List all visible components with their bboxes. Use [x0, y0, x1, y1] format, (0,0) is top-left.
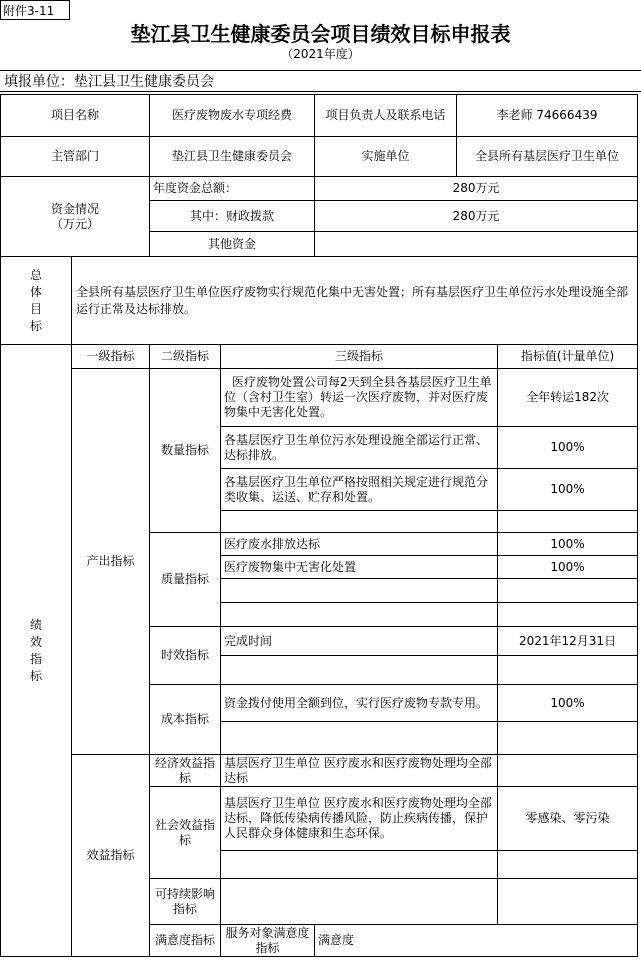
quantity-label: 数量指标 [150, 369, 221, 533]
cost-label: 成本指标 [150, 685, 221, 755]
performance-table [0, 94, 638, 957]
funds-fiscal-label: 其中：财政拨款 [150, 201, 315, 232]
reporting-unit: 填报单位：垫江县卫生健康委员会 [0, 70, 641, 92]
indicator-text [221, 851, 498, 879]
project-name-value: 医疗废物废水专项经费 [150, 95, 315, 137]
header-value: 指标值(计量单位) [498, 345, 638, 369]
indicator-value [498, 656, 638, 685]
funds-fiscal-value: 280万元 [315, 201, 638, 232]
header-level3: 三级指标 [221, 345, 498, 369]
indicator-value [498, 879, 638, 925]
indicator-text: 满意度 [315, 925, 638, 957]
indicator-text: 医疗废水排放达标 [221, 533, 498, 556]
table-row [1, 177, 638, 201]
impl-value: 全县所有基层医疗卫生单位 [457, 137, 638, 177]
project-name-label: 项目名称 [1, 95, 150, 137]
sustain-label: 可持续影响指标 [150, 879, 221, 925]
satisfaction-l2-label: 服务对象满意度指标 [221, 925, 315, 957]
indicator-text: 基层医疗卫生单位 医疗废水和医疗废物处理均全部达标 [221, 755, 498, 787]
perf-label: 绩效指标 [1, 345, 72, 957]
funds-total-label: 年度资金总额： [150, 177, 315, 201]
indicator-text: 各基层医疗卫生单位污水处理设施全部运行正常、达标排放。 [221, 427, 498, 469]
indicator-text [221, 722, 498, 755]
goal-text: 全县所有基层医疗卫生单位医疗废物实行规范化集中无害处置；所有基层医疗卫生单位污水处理设施全部运行正常及达标排放。 [72, 257, 638, 345]
impl-label: 实施单位 [315, 137, 457, 177]
indicator-value [498, 722, 638, 755]
indicator-text: 各基层医疗卫生单位严格按照相关规定进行规范分类收集、运送、贮存和处置。 [221, 469, 498, 511]
quality-label: 质量指标 [150, 533, 221, 627]
social-label: 社会效益指标 [150, 787, 221, 879]
header-level2: 二级指标 [150, 345, 221, 369]
indicator-value [498, 511, 638, 533]
table-row [1, 137, 638, 177]
annex-label: 附件3-11 [0, 0, 70, 20]
indicator-value [498, 755, 638, 787]
indicator-value: 全年转运182次 [498, 369, 638, 427]
indicator-value: 100% [498, 685, 638, 722]
indicator-text [221, 656, 498, 685]
timeliness-label: 时效指标 [150, 627, 221, 685]
page-subtitle: （2021年度） [281, 47, 360, 61]
indicator-text: 医疗废物处置公司每2天到全县各基层医疗卫生单位（含村卫生室）转运一次医疗废物，并对医疗废物集中无害化处置。 [221, 369, 498, 427]
funds-label: 资金情况（万元） [1, 177, 150, 257]
satisfaction-l1-label: 满意度指标 [150, 925, 221, 957]
funds-total-value: 280万元 [315, 177, 638, 201]
indicator-value [498, 851, 638, 879]
indicator-text [221, 579, 498, 603]
table-row [1, 345, 638, 369]
output-label: 产出指标 [72, 369, 150, 755]
table-row [1, 369, 638, 427]
indicator-value: 2021年12月31日 [498, 627, 638, 656]
table-row [1, 257, 638, 345]
header-level1: 一级指标 [72, 345, 150, 369]
indicator-value: 100% [498, 556, 638, 579]
contact-value: 李老师 74666439 [457, 95, 638, 137]
indicator-value: 100% [498, 469, 638, 511]
indicator-value [498, 579, 638, 603]
funds-other-value [315, 232, 638, 257]
indicator-text [221, 879, 498, 925]
dept-value: 垫江县卫生健康委员会 [150, 137, 315, 177]
indicator-value [498, 603, 638, 627]
indicator-text: 完成时间 [221, 627, 498, 656]
goal-label: 总体目标 [1, 257, 72, 345]
funds-other-label: 其他资金 [150, 232, 315, 257]
indicator-text [221, 603, 498, 627]
table-row [1, 755, 638, 787]
contact-label: 项目负责人及联系电话 [315, 95, 457, 137]
indicator-text: 基层医疗卫生单位 医疗废水和医疗废物处理均全部达标，降低传染病传播风险，防止疾病传播，保护人民群众身体健康和生态环保。 [221, 787, 498, 851]
dept-label: 主管部门 [1, 137, 150, 177]
indicator-value: 零感染、零污染 [498, 787, 638, 851]
indicator-value: 100% [498, 427, 638, 469]
economic-label: 经济效益指标 [150, 755, 221, 787]
indicator-text [221, 511, 498, 533]
page-title: 垫江县卫生健康委员会项目绩效目标申报表 [130, 22, 511, 46]
benefit-label: 效益指标 [72, 755, 150, 957]
indicator-text: 资金拨付使用全额到位，实行医疗废物专款专用。 [221, 685, 498, 722]
indicator-value: 100% [498, 533, 638, 556]
indicator-text: 医疗废物集中无害化处置 [221, 556, 498, 579]
table-row [1, 95, 638, 137]
